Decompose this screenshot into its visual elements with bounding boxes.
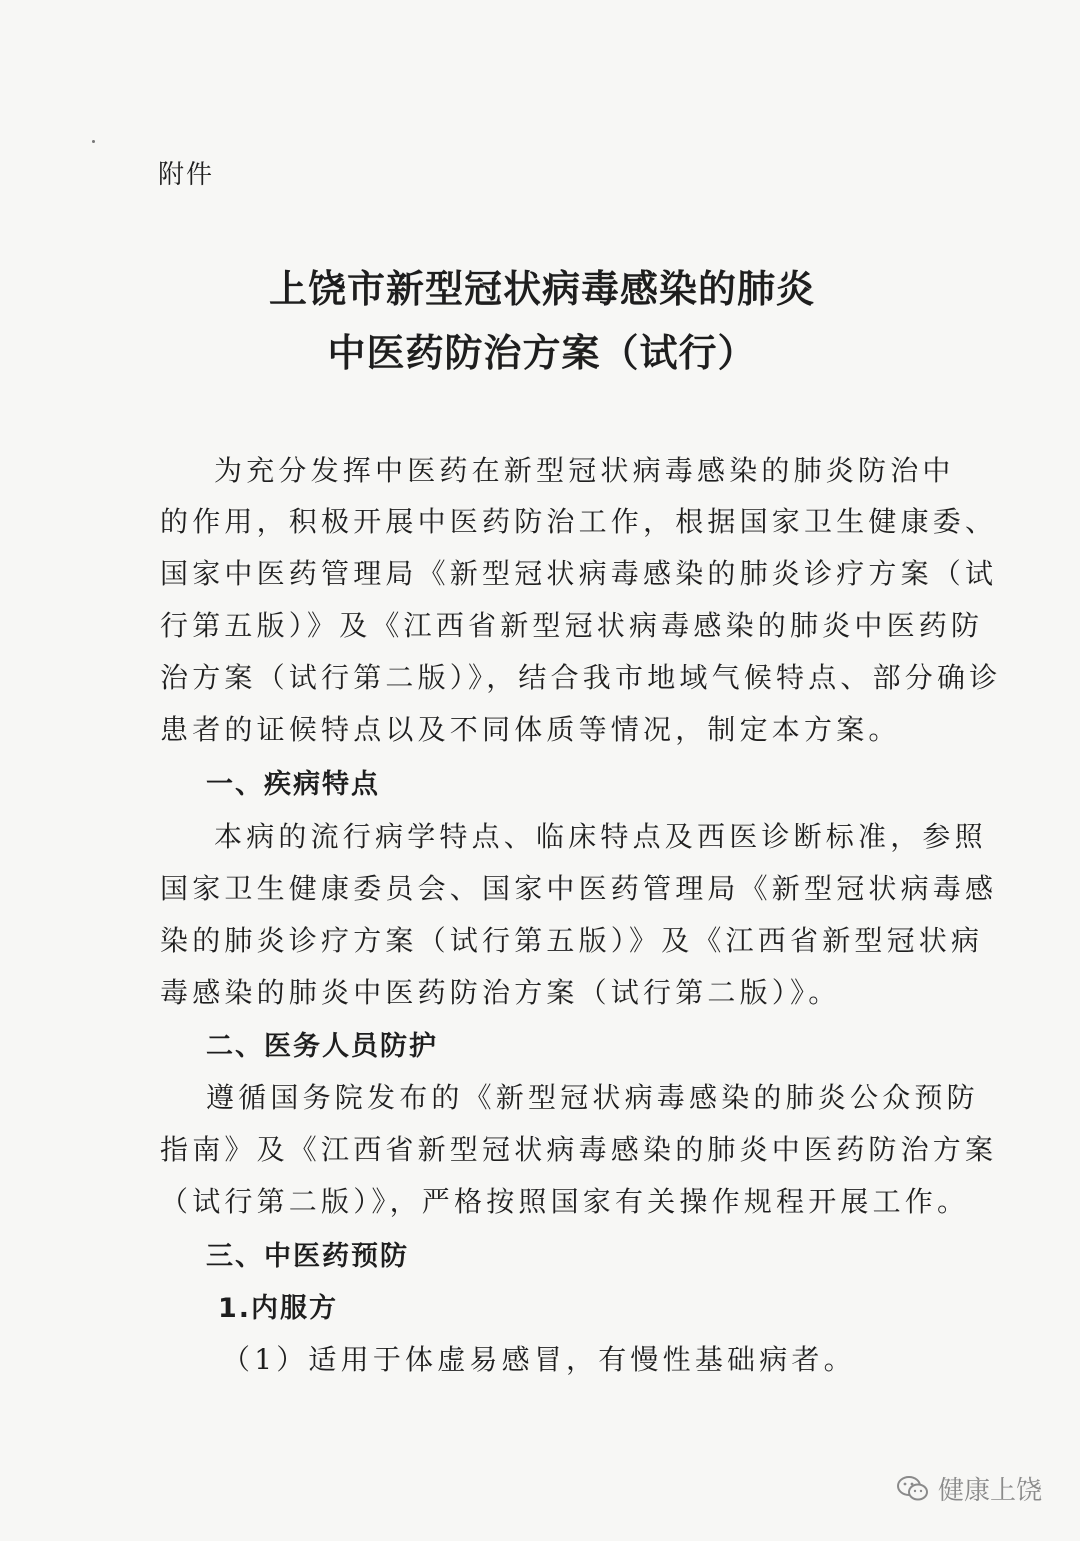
section1-line: 染的肺炎诊疗方案（试行第五版）》及《江西省新型冠状病 bbox=[160, 924, 984, 957]
section-heading-3: 三、中医药预防 bbox=[206, 1241, 409, 1272]
intro-line: 的作用，积极开展中医药防治工作，根据国家卫生健康委、 bbox=[160, 505, 998, 538]
section2-line: 指南》及《江西省新型冠状病毒感染的肺炎中医药防治方案 bbox=[160, 1133, 998, 1166]
watermark-text: 健康上饶 bbox=[937, 1476, 1042, 1506]
wechat-icon bbox=[896, 1475, 930, 1503]
section-heading-2: 二、医务人员防护 bbox=[206, 1031, 438, 1062]
intro-line: 行第五版）》及《江西省新型冠状病毒感染的肺炎中医药防 bbox=[160, 609, 984, 642]
section2-line: 遵循国务院发布的《新型冠状病毒感染的肺炎公众预防 bbox=[206, 1081, 979, 1114]
item-line: （1）适用于体虚易感冒，有慢性基础病者。 bbox=[222, 1343, 856, 1376]
intro-line: 为充分发挥中医药在新型冠状病毒感染的肺炎防治中 bbox=[214, 454, 955, 487]
intro-line: 患者的证候特点以及不同体质等情况，制定本方案。 bbox=[160, 713, 901, 746]
subheading-internal-prescription: 1.内服方 bbox=[218, 1293, 339, 1324]
watermark bbox=[896, 1470, 1042, 1507]
section2-line: （试行第二版）》，严格按照国家有关操作规程开展工作。 bbox=[160, 1185, 970, 1218]
section1-line: 毒感染的肺炎中医药防治方案（试行第二版）》。 bbox=[160, 976, 841, 1009]
intro-line: 国家中医药管理局《新型冠状病毒感染的肺炎诊疗方案（试 bbox=[160, 557, 998, 590]
section1-line: 本病的流行病学特点、临床特点及西医诊断标准，参照 bbox=[214, 820, 987, 853]
section-heading-1: 一、疾病特点 bbox=[206, 769, 380, 800]
document-title-line-2: 中医药防治方案（试行） bbox=[327, 330, 757, 375]
attachment-label: 附件 bbox=[158, 160, 215, 190]
section1-line: 国家卫生健康委员会、国家中医药管理局《新型冠状病毒感 bbox=[160, 872, 998, 905]
document-title-line-1: 上饶市新型冠状病毒感染的肺炎 bbox=[268, 266, 815, 311]
intro-line: 治方案（试行第二版）》，结合我市地域气候特点、部分确诊 bbox=[160, 661, 1002, 694]
scan-speck bbox=[92, 140, 95, 143]
